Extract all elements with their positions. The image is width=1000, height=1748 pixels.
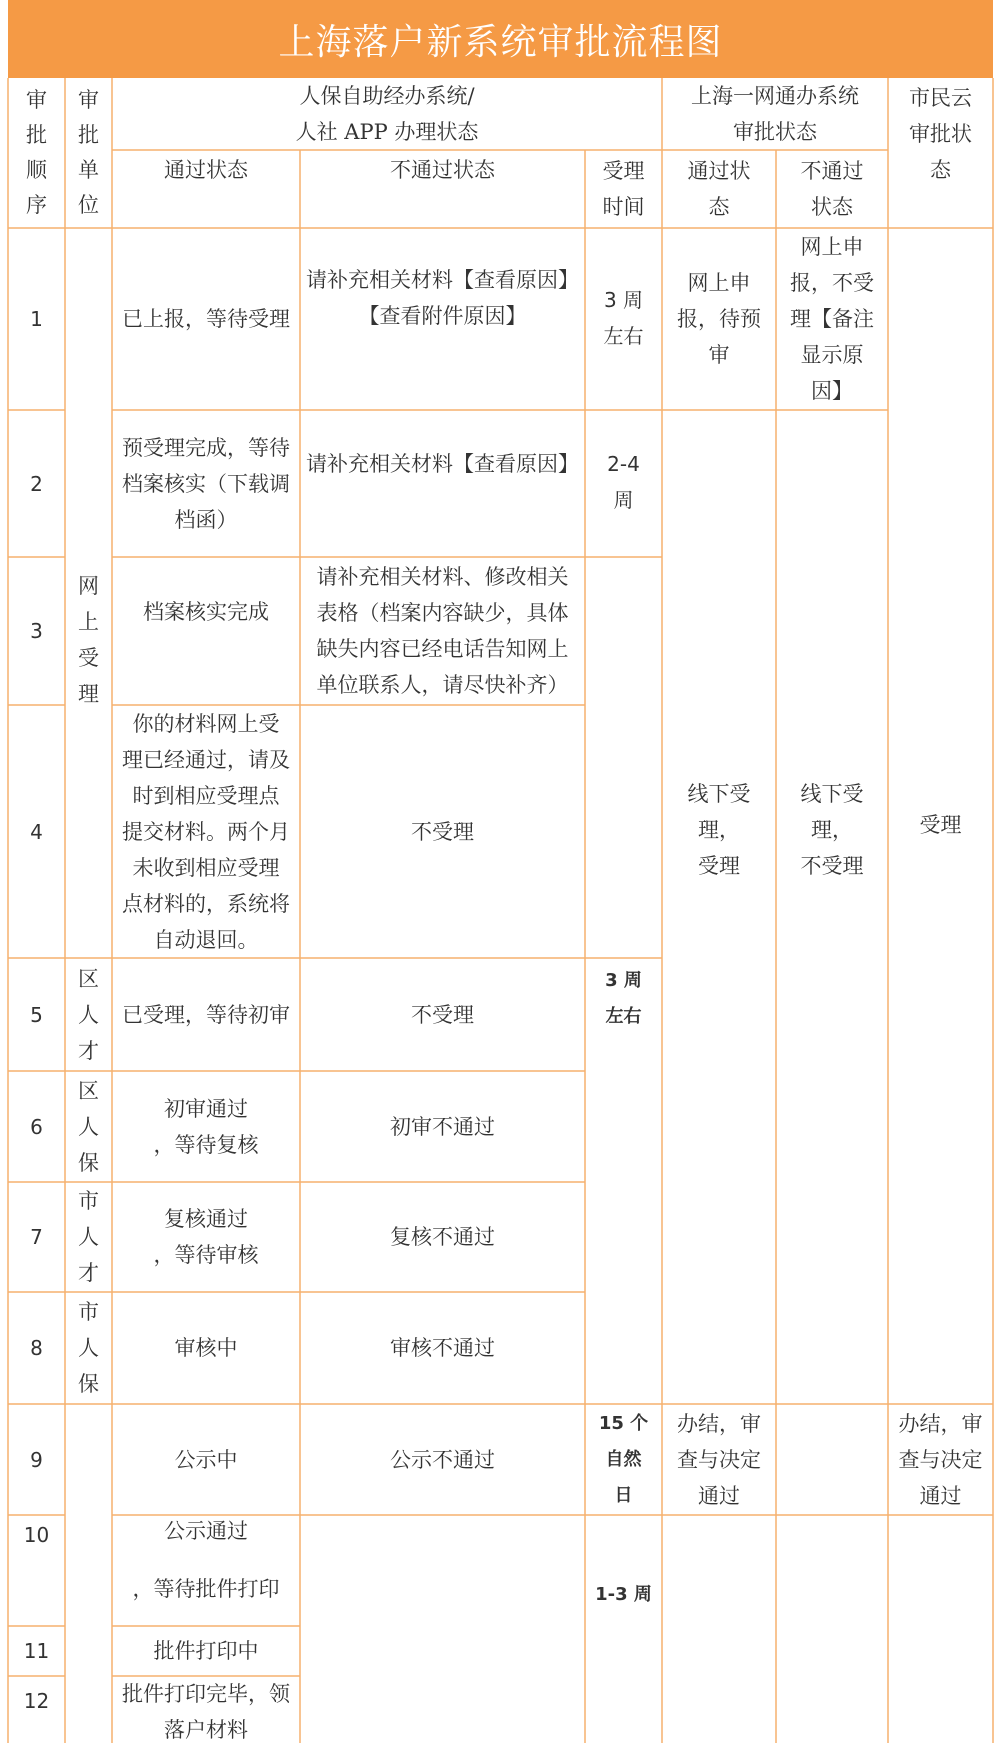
fail-status: 请补充相关材料【查看原因】 【查看附件原因】	[306, 268, 579, 328]
fail-status: 不受理	[411, 1002, 474, 1027]
unit-online: 网 上 受 理	[78, 574, 99, 706]
row-number: 9	[30, 1447, 43, 1472]
header-pass-status: 通过状态	[164, 158, 248, 182]
row-number: 11	[23, 1639, 50, 1663]
shimin-status: 办结，审 查与决定 通过	[898, 1411, 983, 1508]
unit-district-talent: 区 人 才	[78, 966, 99, 1063]
pass-status: 已上报，等待受理	[122, 307, 290, 331]
row-number: 12	[23, 1689, 50, 1713]
pass-status: 复核通过 ，等待审核	[153, 1207, 259, 1267]
header-renbao-system: 人保自助经办系统/ 人社 APP 办理状态	[295, 84, 479, 144]
fail-status: 公示不通过	[390, 1447, 495, 1472]
accept-time: 1-3 周	[595, 1584, 652, 1605]
yiwang-pass-status: 线下受 理， 受理	[687, 782, 751, 878]
fail-status: 请补充相关材料、修改相关 表格（档案内容缺少，具体 缺失内容已经电话告知网上 单位联系人，请尽快补齐）	[316, 565, 569, 697]
fail-status: 不受理	[411, 819, 474, 844]
header-yiwang-system: 上海一网通办系统 审批状态	[691, 84, 859, 144]
header-unit: 审 批 单 位	[78, 88, 99, 217]
yiwang-pass-status: 办结，审 查与决定 通过	[677, 1411, 761, 1508]
shimin-status: 受理	[919, 813, 962, 837]
pass-status: 公示中	[174, 1447, 238, 1472]
row-number: 4	[30, 819, 43, 844]
header-fail-status: 不通过状态	[390, 158, 495, 182]
row-number: 10	[23, 1523, 50, 1547]
yiwang-pass-status: 网上申 报，待预 审	[677, 271, 761, 367]
pass-status: 已受理，等待初审	[122, 1002, 290, 1027]
pass-status: 批件打印完毕，领 落户材料	[122, 1682, 290, 1742]
accept-time: 3 周 左右	[605, 970, 642, 1027]
row-number: 1	[30, 307, 43, 331]
unit-district-hr: 区 人 保	[78, 1078, 99, 1175]
accept-time: 15 个 自然 日	[598, 1412, 649, 1506]
fail-status: 请补充相关材料【查看原因】	[306, 452, 579, 476]
yiwang-fail-status: 网上申 报，不受 理【备注 显示原 因】	[790, 235, 874, 403]
header-yiwang-pass: 通过状 态	[687, 159, 751, 219]
accept-time: 2-4 周	[607, 452, 640, 512]
pass-status: 预受理完成，等待 档案核实（下载调 档函）	[122, 435, 290, 532]
row-number: 8	[30, 1336, 43, 1360]
pass-status: 你的材料网上受 理已经通过，请及 时到相应受理点 提交材料。两个月 未收到相应受理 点材料的，系统将 自动退回。	[122, 711, 290, 952]
pass-status: 批件打印中	[153, 1639, 259, 1663]
pass-status: 初审通过 ，等待复核	[153, 1096, 259, 1157]
pass-status: 公示通过 ，等待批件打印	[132, 1519, 280, 1601]
fail-status: 审核不通过	[390, 1336, 495, 1360]
row-number: 7	[30, 1225, 43, 1249]
header-yiwang-fail: 不通过 状态	[800, 159, 864, 219]
header-order: 审 批 顺 序	[26, 88, 47, 217]
row-number: 5	[30, 1002, 43, 1027]
page-title: 上海落户新系统审批流程图	[8, 0, 993, 78]
row-number: 6	[30, 1114, 43, 1139]
accept-time: 3 周 左右	[603, 288, 644, 348]
pass-status: 审核中	[174, 1336, 238, 1360]
yiwang-fail-status: 线下受 理， 不受理	[800, 782, 864, 878]
fail-status: 初审不通过	[390, 1114, 495, 1139]
header-shimin-cloud: 市民云 审批状 态	[909, 86, 972, 182]
pass-status: 档案核实完成	[143, 600, 269, 624]
row-number: 2	[30, 471, 43, 496]
fail-status: 复核不通过	[390, 1225, 495, 1249]
unit-city-hr: 市 人 保	[78, 1300, 99, 1396]
row-number: 3	[30, 619, 43, 643]
header-accept-time: 受理 时间	[602, 159, 645, 219]
unit-city-talent: 市 人 才	[78, 1189, 99, 1285]
